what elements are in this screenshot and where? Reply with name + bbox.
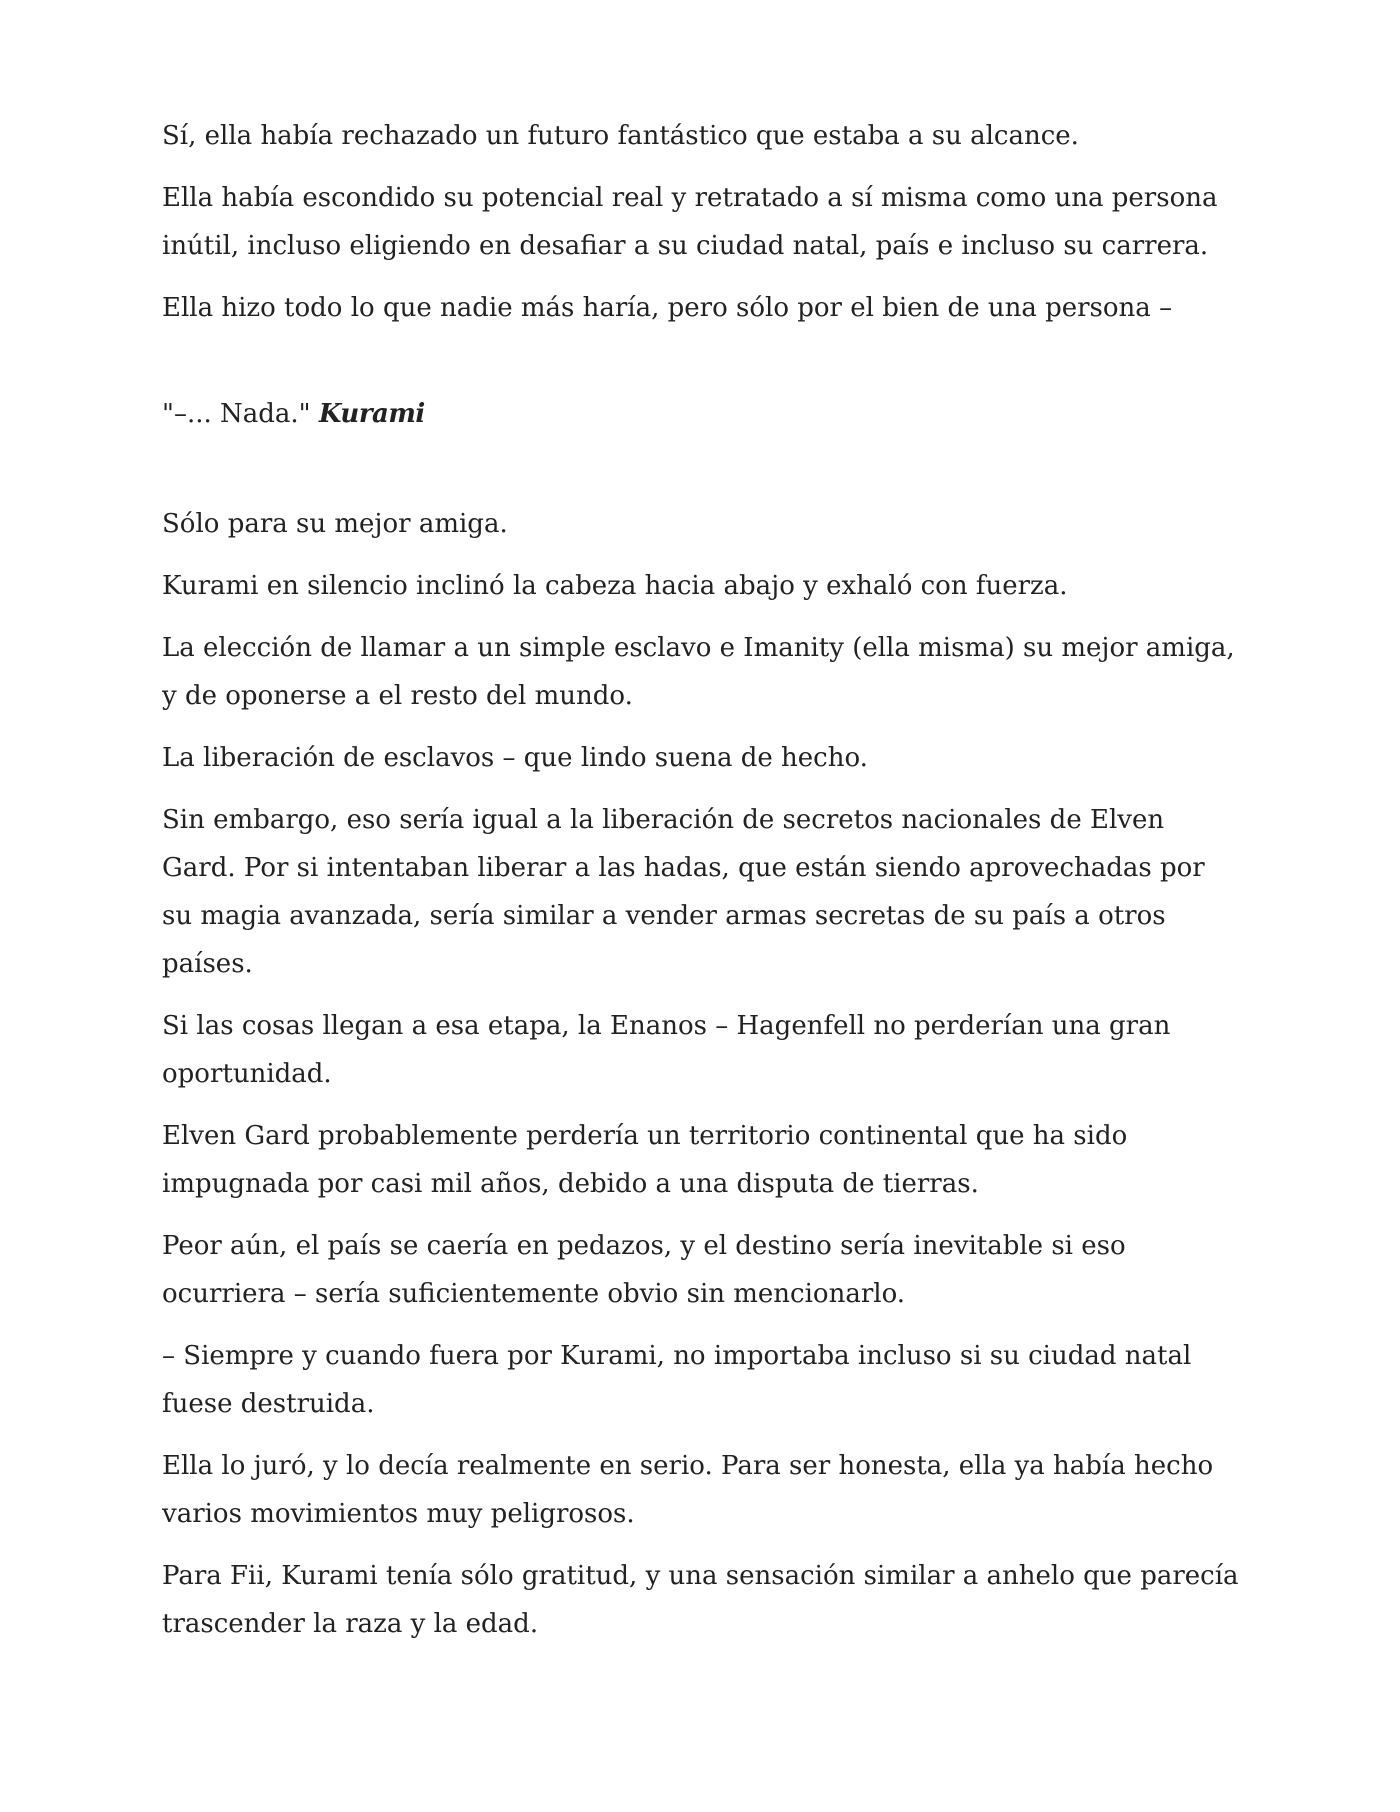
paragraph: Sí, ella había rechazado un futuro fantástico que estaba a su alcance. bbox=[162, 121, 1079, 151]
paragraph: – Siempre y cuando fuera por Kurami, no importaba incluso si su ciudad natal fuese destruida. bbox=[162, 1341, 1192, 1419]
paragraph: Peor aún, el país se caería en pedazos, y el destino sería inevitable si eso ocurriera – sería suficientemente obvio sin mencionarlo. bbox=[162, 1231, 1126, 1309]
paragraph: La liberación de esclavos – que lindo suena de hecho. bbox=[162, 743, 868, 773]
paragraph: Ella había escondido su potencial real y retratado a sí misma como una persona inútil, incluso eligiendo en desafiar a su ciudad natal, país e incluso su carrera. bbox=[162, 183, 1218, 261]
document-page bbox=[162, 112, 1242, 1662]
paragraph: Elven Gard probablemente perdería un territorio continental que ha sido impugnada por casi mil años, debido a una disputa de tierras. bbox=[162, 1121, 1128, 1199]
dialogue-speaker: Kurami bbox=[318, 399, 425, 429]
paragraph: Ella lo juró, y lo decía realmente en serio. Para ser honesta, ella ya había hecho varios movimientos muy peligrosos. bbox=[162, 1451, 1214, 1529]
dialogue-text: "–... Nada." bbox=[162, 399, 311, 429]
paragraph: Sin embargo, eso sería igual a la liberación de secretos nacionales de Elven Gard. Por si intentaban liberar a las hadas, que están siendo aprovechadas por su magia avanzada, sería similar a vender armas secretas de su país a otros países. bbox=[162, 805, 1205, 979]
paragraph: Kurami en silencio inclinó la cabeza hacia abajo y exhaló con fuerza. bbox=[162, 571, 1068, 601]
paragraph: Ella hizo todo lo que nadie más haría, pero sólo por el bien de una persona – bbox=[162, 293, 1173, 323]
paragraph: Para Fii, Kurami tenía sólo gratitud, y una sensación similar a anhelo que parecía trascender la raza y la edad. bbox=[162, 1561, 1239, 1639]
dialogue-line bbox=[162, 390, 1242, 438]
paragraph: Si las cosas llegan a esa etapa, la Enanos – Hagenfell no perderían una gran oportunidad. bbox=[162, 1011, 1171, 1089]
paragraph: Sólo para su mejor amiga. bbox=[162, 509, 508, 539]
paragraph: La elección de llamar a un simple esclavo e Imanity (ella misma) su mejor amiga, y de oponerse a el resto del mundo. bbox=[162, 633, 1235, 711]
